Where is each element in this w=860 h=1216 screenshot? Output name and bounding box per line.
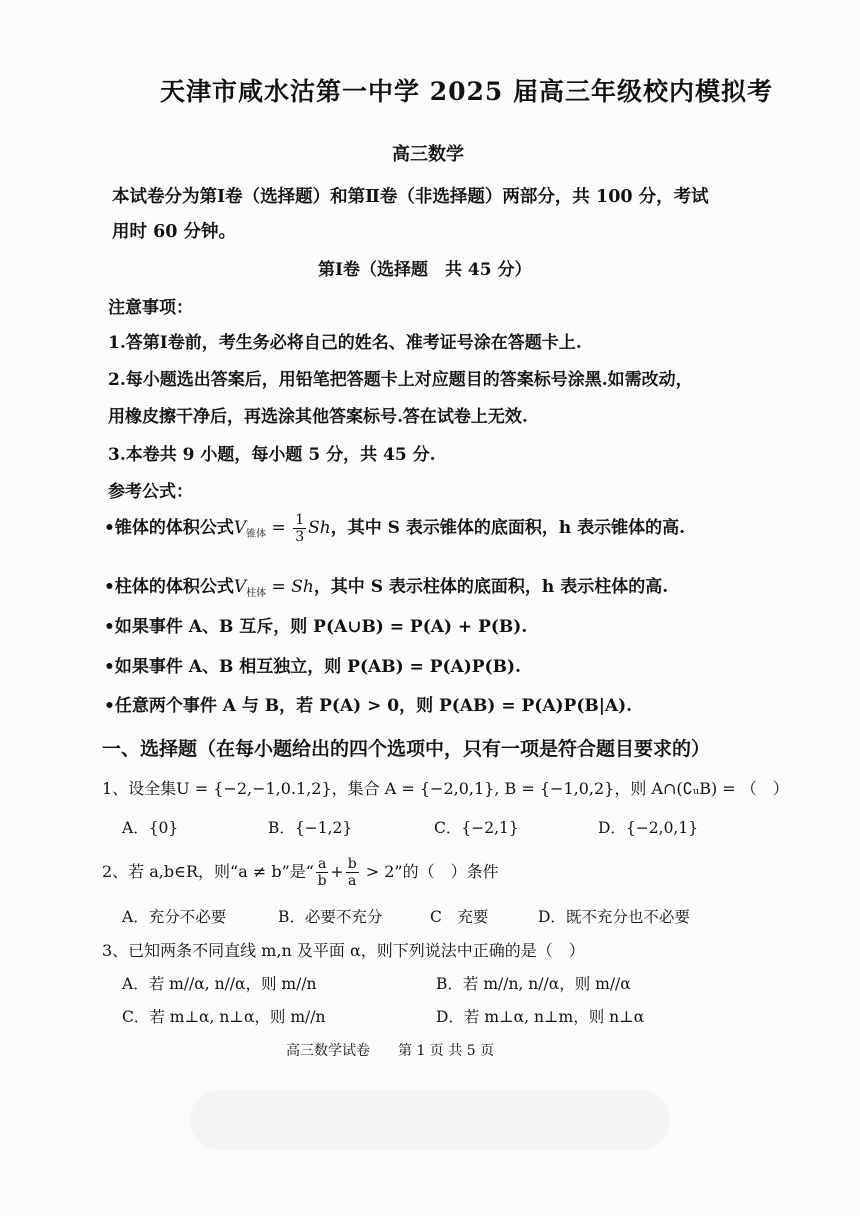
question-2-stem: 2、若 a,b∈R，则“a ≠ b”是“ $\frac{a}{b}$ + $\frac{b}{a}$ > 2”的（ ）条件 — [102, 856, 499, 889]
notes-heading: 注意事项： — [108, 298, 193, 318]
formula-cone-desc: ，其中 S 表示锥体的底面积，h 表示锥体的高. — [330, 518, 686, 538]
question-1-option-c: C．{−2,1} — [434, 819, 519, 837]
subject-title: 高三数学 — [392, 144, 464, 165]
formula-cone-label: •锥体的体积公式 — [104, 518, 234, 538]
question-2-option-a: A．充分不必要 — [122, 908, 227, 926]
question-1-option-b: B．{−1,2} — [268, 819, 353, 837]
question-2-stem-start: 2、若 a,b∈R，则“a ≠ b”是“ — [102, 862, 314, 881]
scan-smudge — [190, 1090, 670, 1150]
intro-line-2: 用时 60 分钟。 — [112, 222, 237, 242]
section-1-title: 第Ⅰ卷（选择题 共 45 分） — [318, 260, 532, 280]
formula-prism-desc: ，其中 S 表示柱体的底面积，h 表示柱体的高. — [313, 577, 669, 597]
exam-title: 天津市咸水沽第一中学 2025 届高三年级校内模拟考 — [160, 77, 773, 106]
question-3-option-b: B．若 m//n, n//α，则 m//α — [436, 975, 631, 993]
question-3-option-a: A．若 m//α, n//α，则 m//n — [122, 975, 317, 993]
question-1-option-a: A．{0} — [122, 819, 179, 837]
question-3-option-d: D．若 m⊥α, n⊥m，则 n⊥α — [436, 1008, 645, 1026]
question-1-option-d: D．{−2,0,1} — [598, 819, 699, 837]
formula-prism-label: •柱体的体积公式 — [104, 577, 234, 597]
intro-line-1: 本试卷分为第Ⅰ卷（选择题）和第Ⅱ卷（非选择题）两部分，共 100 分，考试 — [112, 187, 709, 207]
formula-prism: •柱体的体积公式$V_{柱体} = Sh$，其中 S 表示柱体的底面积，h 表示柱体的高. — [104, 577, 669, 599]
part-1-heading: 一、选择题（在每小题给出的四个选项中，只有一项是符合题目要求的） — [102, 738, 711, 760]
fraction-a-over-b: $\frac{a}{b}$ — [317, 856, 327, 889]
page-footer: 高三数学试卷 第 1 页 共 5 页 — [286, 1043, 495, 1059]
question-3-option-c: C．若 m⊥α, n⊥α，则 m//n — [122, 1008, 326, 1026]
formula-cone: •锥体的体积公式$V_{锥体}$ = $\frac{1}{3}$ Sh，其中 S 表示锥体的底面积，h 表示锥体的高. — [104, 512, 686, 545]
fraction-b-over-a: $\frac{b}{a}$ — [347, 856, 357, 889]
question-2-option-b: B．必要不充分 — [278, 908, 383, 926]
question-2-option-c: C 充要 — [430, 908, 489, 926]
question-3-stem: 3、已知两条不同直线 m,n 及平面 α，则下列说法中正确的是（ ） — [102, 941, 585, 960]
question-2-option-d: D．既不充分也不必要 — [538, 908, 690, 926]
formula-independent: •如果事件 A、B 相互独立，则 P(AB) = P(A)P(B). — [104, 657, 521, 677]
note-2a: 2.每小题选出答案后，用铅笔把答题卡上对应题目的答案标号涂黑.如需改动， — [108, 370, 693, 390]
note-2b: 用橡皮擦干净后，再选涂其他答案标号.答在试卷上无效. — [108, 407, 528, 427]
formula-conditional: •任意两个事件 A 与 B，若 P(A) > 0，则 P(AB) = P(A)P(B|A). — [104, 696, 633, 716]
question-1-stem: 1、设全集U = {−2,−1,0.1,2}，集合 A = {−2,0,1}, B = {−1,0,2}，则 A∩(∁ᵤB) = （ ） — [102, 779, 789, 798]
fraction-one-third: $\frac{1}{3}$ — [295, 512, 305, 545]
note-3: 3.本卷共 9 小题，每小题 5 分，共 45 分. — [108, 445, 436, 465]
formula-exclusive: •如果事件 A、B 互斥，则 P(A∪B) = P(A) + P(B). — [104, 617, 528, 637]
note-1: 1.答第Ⅰ卷前，考生务必将自己的姓名、准考证号涂在答题卡上. — [108, 333, 582, 353]
formula-heading: 参考公式： — [108, 482, 193, 502]
question-2-stem-end: > 2”的（ ）条件 — [360, 862, 499, 881]
